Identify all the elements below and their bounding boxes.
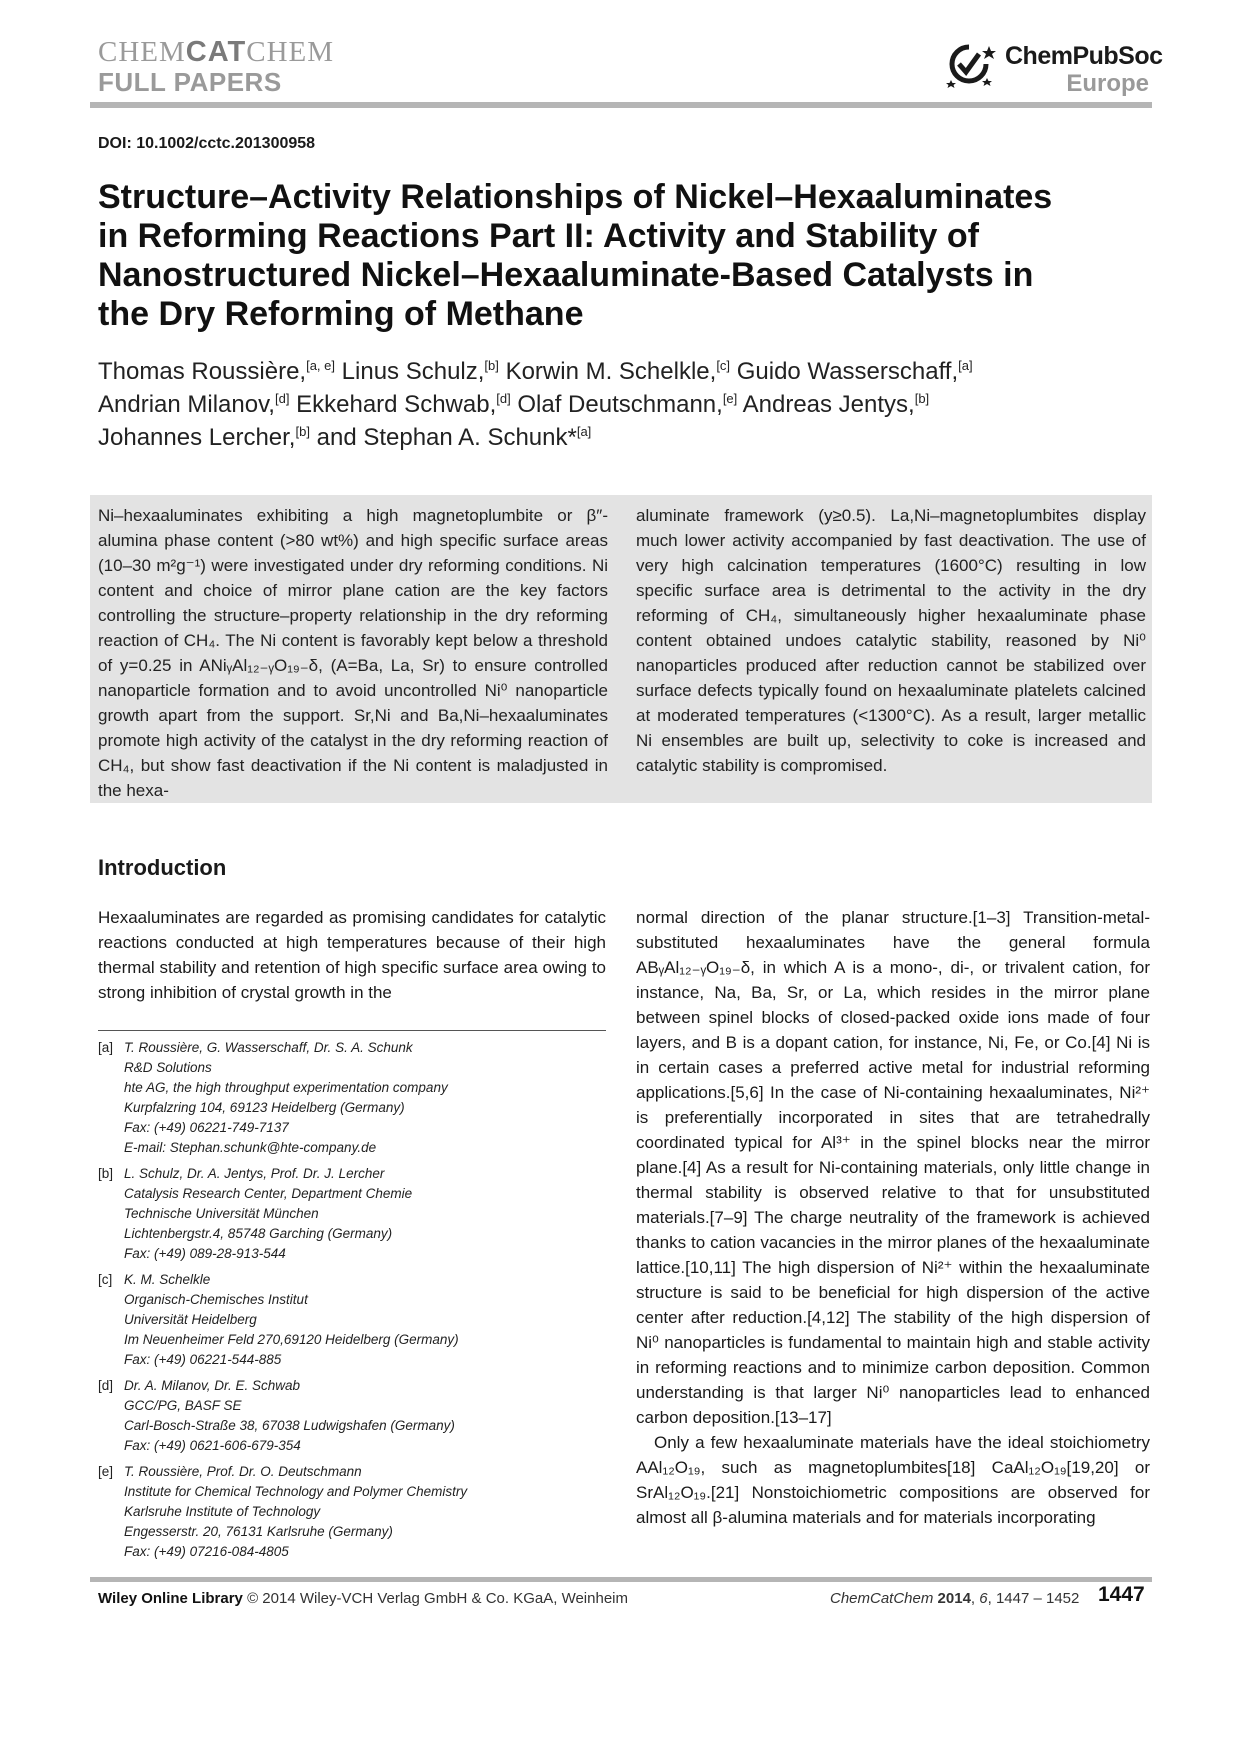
affiliation-item — [98, 1376, 606, 1456]
title-line: Nanostructured Nickel–Hexaaluminate-Based Catalysts in — [98, 256, 1034, 294]
citation-pages: , 1447 – 1452 — [987, 1590, 1080, 1607]
affiliation-line: Organisch-Chemisches Institut — [124, 1292, 308, 1307]
affiliation-line: Fax: (+49) 089-28-913-544 — [124, 1246, 286, 1261]
affiliation-line: Technische Universität München — [124, 1206, 319, 1221]
affiliation-line: Karlsruhe Institute of Technology — [124, 1504, 321, 1519]
abstract-box — [90, 495, 1152, 803]
author-list — [98, 355, 1158, 454]
citation-year: 2014 — [937, 1590, 971, 1607]
affiliation-line: Kurpfalzring 104, 69123 Heidelberg (Germany) — [124, 1100, 405, 1115]
footer-divider — [90, 1577, 1152, 1582]
author-name[interactable]: Johannes Lercher, — [98, 424, 296, 451]
author-affiliation: [a, e] — [306, 358, 335, 373]
author-affiliation: [a] — [958, 358, 973, 373]
publisher-name: ChemPubSoc — [1005, 42, 1163, 70]
author-affiliation: [d] — [274, 391, 290, 406]
affiliation-item — [98, 1038, 606, 1158]
affiliation-tag: [c] — [98, 1272, 113, 1287]
journal-name-part-3: CHEM — [246, 36, 335, 68]
affiliation-line: T. Roussière, Prof. Dr. O. Deutschmann — [124, 1464, 362, 1479]
citation-journal: ChemCatChem — [830, 1590, 934, 1607]
author-affiliation: [e] — [722, 391, 738, 406]
abstract-text-left: Ni–hexaaluminates exhibiting a high magnetoplumbite or β″-alumina phase content (>80 wt%) and high specific surface areas (10–30 m²g⁻¹) were investigated under dry reforming conditions. Ni content and choice of mirror plane cation are the key factors controlling the structure–property relationship in the dry reforming reaction of CH₄. The Ni content is favorably kept below a threshold of y=0.25 in ANiᵧAl₁₂₋ᵧO₁₉₋δ, (A=Ba, La, Sr) to ensure controlled nanoparticle formation and to avoid uncontrolled Ni⁰ nanoparticle growth apart from the support. Sr,Ni and Ba,Ni–hexaaluminates promote high activity of the catalyst in the dry reforming reaction of CH₄, but show fast deactivation if the Ni content is maladjusted in the hexa- — [98, 506, 608, 800]
author-affiliation: [b] — [295, 424, 310, 439]
abstract-column-right — [636, 503, 1146, 778]
affiliation-line: Institute for Chemical Technology and Polymer Chemistry — [124, 1484, 468, 1499]
affiliation-item — [98, 1270, 606, 1370]
affiliation-line: Dr. A. Milanov, Dr. E. Schwab — [124, 1378, 301, 1393]
author-name[interactable]: Korwin M. Schelkle, — [505, 358, 717, 385]
author-name[interactable]: Linus Schulz, — [341, 358, 485, 385]
affiliation-line: T. Roussière, G. Wasserschaff, Dr. S. A. Schunk — [124, 1040, 413, 1055]
affiliation-line: Carl-Bosch-Straße 38, 67038 Ludwigshafen (Germany) — [124, 1418, 455, 1433]
author-affiliation: [a] — [576, 424, 592, 439]
affiliations — [98, 1038, 606, 1568]
abstract-text-right: aluminate framework (y≥0.5). La,Ni–magnetoplumbites display much lower activity accompanied by fast deactivation. The use of very high calcination temperatures (1600°C) resulting in low specific surface area is detrimental to the activity in the dry reforming of CH₄, simultaneously higher hexaaluminate phase content obtained undoes catalytic stability, reasoned by Ni⁰ nanoparticles produced after reduction cannot be stabilized over surface defects typically found on hexaaluminate platelets calcined at moderated temperatures (<1300°C). As a result, larger metallic Ni ensembles are built up, selectivity to coke is increased and catalytic stability is compromised. — [636, 506, 1146, 775]
affiliation-line: K. M. Schelkle — [124, 1272, 211, 1287]
author-name[interactable]: Olaf Deutschmann, — [517, 391, 723, 418]
affiliation-item — [98, 1164, 606, 1264]
affiliation-divider — [98, 1030, 606, 1031]
author-affiliation: [b] — [484, 358, 499, 373]
affiliation-line: R&D Solutions — [124, 1060, 212, 1075]
author-name[interactable]: Ekkehard Schwab, — [296, 391, 497, 418]
affiliation-tag: [d] — [98, 1378, 114, 1393]
affiliation-line: Lichtenbergstr.4, 85748 Garching (Germany) — [124, 1226, 393, 1241]
body-column-right — [636, 905, 1150, 1530]
affiliation-line: Engesserstr. 20, 76131 Karlsruhe (Germany) — [124, 1524, 393, 1539]
citation-volume: 6 — [979, 1590, 988, 1607]
affiliation-line: L. Schulz, Dr. A. Jentys, Prof. Dr. J. Lercher — [124, 1166, 385, 1181]
copyright-text: © 2014 Wiley-VCH Verlag GmbH & Co. KGaA, Weinheim — [247, 1590, 628, 1607]
author-affiliation: [c] — [716, 358, 731, 373]
article-title — [98, 178, 1158, 334]
author-name[interactable]: Thomas Roussière, — [98, 358, 307, 385]
author-name[interactable]: Andrian Milanov, — [98, 391, 275, 418]
affiliation-line: Fax: (+49) 06221-544-885 — [124, 1352, 282, 1367]
intro-paragraph: normal direction of the planar structure.[1–3] Transition-metal-substituted hexaaluminates have the general formula ABᵧAl₁₂₋ᵧO₁₉₋δ, in which A is a mono-, di-, or trivalent cation, for instance, Na, Ba, Sr, or La, which resides in the mirror plane between spinel blocks of closed-packed oxide ions made of four layers, and B is a dopant cation, for instance, Ni, Fe, or Co.[4] Ni is in certain cases a preferred active metal for industrial reforming applications.[5,6] In the case of Ni-containing hexaaluminates, Ni²⁺ is preferentially incorporated in sites that are tetrahedrally coordinated typical for Al³⁺ in the spinel blocks near the mirror plane.[4] As a result for Ni-containing materials, only little change in thermal stability is observed relative to that for unsubstituted materials.[7–9] The charge neutrality of the framework is achieved thanks to cation vacancies in the mirror planes of the hexaaluminate lattice.[10,11] The high dispersion of Ni²⁺ within the hexaaluminate structure is said to be beneficial for high dispersion of the active center after reduction.[4,12] The stability of the high dispersion of Ni⁰ nanoparticles is fundamental to maintain high and stable activity in reforming reactions and to minimize carbon deposition. Common understanding is that larger Ni⁰ nanoparticles lead to enhanced carbon deposition.[13–17] — [636, 908, 1150, 1427]
author-affiliation: [b] — [914, 391, 930, 406]
affiliation-line: hte AG, the high throughput experimentation company — [124, 1080, 448, 1095]
chempubsoc-star-icon — [945, 40, 1001, 92]
footer-citation: ChemCatChem 2014, 6, 1447 – 1452 — [830, 1590, 1080, 1607]
intro-paragraph: Hexaaluminates are regarded as promising candidates for catalytic reactions conducted at high temperatures because of their high thermal stability and retention of high specific surface area owing to strong inhibition of crystal growth in the — [98, 908, 606, 1002]
abstract-column-left — [98, 503, 608, 803]
journal-name-part-1: CHEM — [98, 36, 186, 68]
author-name[interactable]: Guido Wasserschaff, — [736, 358, 959, 385]
author-affiliation: [d] — [496, 391, 511, 406]
affiliation-line: Universität Heidelberg — [124, 1312, 257, 1327]
article-type: FULL PAPERS — [98, 67, 282, 97]
affiliation-line: Fax: (+49) 0621-606-679-354 — [124, 1438, 301, 1453]
publisher-region: Europe — [1066, 70, 1149, 97]
author-name[interactable]: Andreas Jentys, — [742, 391, 915, 418]
page-number: 1447 — [1098, 1583, 1145, 1606]
affiliation-line: Fax: (+49) 07216-084-4805 — [124, 1544, 289, 1559]
body-column-left — [98, 905, 606, 1005]
affiliation-tag: [b] — [98, 1166, 114, 1181]
affiliation-email[interactable]: E-mail: Stephan.schunk@hte-company.de — [124, 1140, 377, 1155]
affiliation-line: Catalysis Research Center, Department Chemie — [124, 1186, 413, 1201]
affiliation-tag: [e] — [98, 1464, 114, 1479]
journal-name-part-2: CAT — [185, 36, 247, 68]
affiliation-line: Im Neuenheimer Feld 270,69120 Heidelberg (Germany) — [124, 1332, 459, 1347]
author-name[interactable]: and Stephan A. Schunk* — [316, 424, 577, 451]
title-line: Structure–Activity Relationships of Nickel–Hexaaluminates — [98, 178, 1053, 216]
section-heading: Introduction — [98, 855, 227, 880]
title-line: in Reforming Reactions Part II: Activity and Stability of — [98, 217, 979, 255]
header-divider — [90, 102, 1152, 108]
publisher-logo — [945, 40, 1163, 100]
affiliation-tag: [a] — [98, 1040, 114, 1055]
title-line: the Dry Reforming of Methane — [98, 295, 584, 333]
affiliation-line: Fax: (+49) 06221-749-7137 — [124, 1120, 289, 1135]
affiliation-item — [98, 1462, 606, 1562]
affiliation-line: GCC/PG, BASF SE — [124, 1398, 242, 1413]
wiley-online-library-link[interactable]: Wiley Online Library — [98, 1590, 243, 1607]
journal-name — [98, 36, 334, 69]
doi-link[interactable]: DOI: 10.1002/cctc.201300958 — [98, 135, 316, 152]
intro-paragraph: Only a few hexaaluminate materials have the ideal stoichiometry AAl₁₂O₁₉, such as magnetoplumbites[18] CaAl₁₂O₁₉[19,20] or SrAl₁₂O₁₉.[21] Nonstoichiometric compositions are observed for almost all β-alumina materials and for materials incorporating — [636, 1433, 1150, 1527]
footer-copyright — [98, 1590, 628, 1607]
